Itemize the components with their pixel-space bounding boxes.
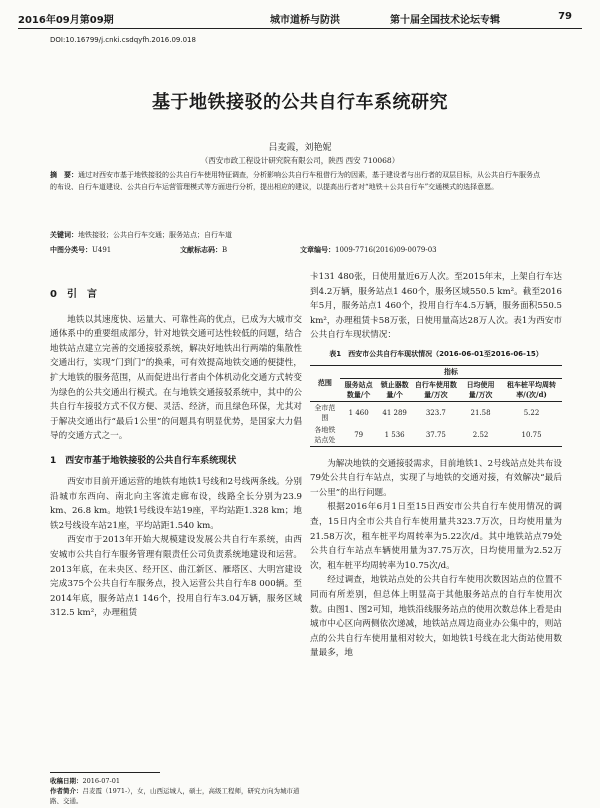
abstract-label: 摘 要： — [50, 171, 78, 179]
table-header: 锁止器数量/个 — [378, 378, 412, 401]
right-paragraph-2: 为解决地铁的交通接驳需求，目前地铁1、2号线站点处共布设79处公共自行车站点，实现了与地铁的交通对接，有效解决“最后一公里”的出行问题。 — [310, 458, 562, 498]
abstract-text: 通过对西安市基于地铁接驳的公共自行车使用特征调查，分析影响公共自行车租借行为的因素，基于建设者与出行者的双层目标，从公共自行车服务点的布设、自行车道建设、公共自行车运营管理模式等方面进行分析，提出相应的建议，以提高出行者对“地铁＋公共自行车”交通模式的选择意愿。 — [50, 171, 540, 191]
table-header: 日均使用量/万次 — [460, 378, 501, 401]
table-row — [310, 401, 562, 424]
table-header: 自行车使用数量/万次 — [412, 378, 460, 401]
author-bio: 作者简介：吕麦霞（1971-），女，山西运城人，硕士，高级工程师，研究方向为城市道路、交通。 — [50, 787, 300, 805]
received-date: 收稿日期：2016-07-01 — [50, 777, 120, 785]
table-cell: 323.7 — [425, 408, 446, 417]
table-cell: 1 536 — [378, 424, 412, 447]
keywords-text: 地铁接驳；公共自行车交通；服务站点；自行车道 — [78, 231, 232, 239]
table-header-scope: 范围 — [310, 365, 340, 401]
footnote — [50, 776, 305, 806]
table-cell: 全市范围 — [314, 403, 336, 422]
affiliation: （西安市政工程设计研究院有限公司，陕西 西安 710068） — [200, 156, 400, 165]
special-issue: 第十届全国技术论坛专辑 — [390, 15, 500, 26]
table-group-label: 指标 — [340, 365, 562, 378]
data-table — [310, 365, 562, 447]
abstract — [50, 170, 546, 193]
section-1-paragraph-2: 西安市于2013年开始大规模建设发展公共自行车系统，由西安城市公共自行车服务管理有限责任公司负责系统地建设和运营。2013年底，在未央区、经开区、曲江新区、雁塔区、大明宫建设完成375个公共自行车服务点，投入运营公共自行车8 000辆。至2014年底，服务站点1 146个，投用自行车3.04万辆，服务区域312.5 km²，办理租赁 — [50, 535, 302, 619]
keywords-label: 关键词： — [50, 230, 78, 239]
table-cell: 2.52 — [460, 424, 501, 447]
authors: 吕麦霞，刘艳妮 — [268, 143, 332, 153]
table-cell: 41 289 — [382, 408, 407, 417]
section-1-heading: 1 西安市基于地铁接驳的公共自行车系统现状 — [50, 455, 237, 466]
table-cell: 10.75 — [501, 424, 562, 447]
page-number: 79 — [558, 11, 572, 22]
table-cell: 21.58 — [470, 408, 491, 417]
table-cell: 各地铁站点处 — [310, 424, 340, 447]
doi: DOI:10.16799/j.cnki.csdqyfh.2016.09.018 — [50, 36, 196, 44]
paper-title: 基于地铁接驳的公共自行车系统研究 — [152, 92, 448, 113]
issue-info: 2016年09月第09期 — [18, 15, 114, 26]
document-code: 文献标志码：B — [180, 246, 228, 254]
table-header: 服务站点数量/个 — [340, 378, 378, 401]
table-header: 租车桩平均周转率/(次/d) — [501, 378, 562, 401]
right-paragraph-4: 经过调查，地铁站点处的公共自行车使用次数因站点的位置不同而有所差别，但总体上明显高于其他服务站点的自行车使用次数。由图1、图2可知，地铁沿线服务站点的使用次数总体上看是由城市中心区向两侧依次递减，地铁站点周边商业办公集中的，则站点的公共自行车使用量相对较大，如地铁1号线在北大街站使用数量最多，地 — [310, 575, 562, 659]
table-row — [310, 424, 562, 447]
table-cell: 79 — [340, 424, 378, 447]
article-number: 文章编号：1009-7716(2016)09-0079-03 — [300, 246, 437, 254]
journal-name: 城市道桥与防洪 — [270, 15, 340, 26]
footnote-rule — [50, 772, 160, 773]
clc-number: 中图分类号：U491 — [50, 246, 112, 254]
intro-paragraph: 地铁以其速度快、运量大、可靠性高的优点，已成为大城市交通体系中的重要组成部分，针对地铁交通可达性较低的问题，结合地铁站点建立完善的交通接驳系统，解决好地铁出行两端的集散性交通出行，实现“门到门”的换乘，可有效提高地铁交通的便捷性，扩大地铁的服务范围，从而促进出行者由个体机动化交通方式转变为绿色的公共交通出行模式。在与地铁交通接驳系统中，其中的公共自行车接驳方式不仅方便、灵活、经济，而且绿色环保，尤其对于解决交通出行“最后1公里”的问题具有明显优势，是国家大力倡导的交通方式之一。 — [50, 314, 302, 442]
section-1-paragraph-1: 西安市目前开通运营的地铁有地铁1号线和2号线两条线。分别沿城市东西向、南北向主客流走廊布设，线路全长分别为23.9 km、26.8 km。地铁1号线设车站19座，平均站距1.328 km；地铁2号线设车站21座，平均站距1.540 km。 — [50, 476, 302, 531]
right-paragraph-3: 根据2016年6月1日至15日西安市公共自行车使用情况的调查，15日内全市公共自行车使用量共323.7万次，日均使用量为21.58万次，租车桩平均周转率为5.22次/d。其中地铁站点79处公共自行车站点车辆使用量为37.75万次，日均使用量为2.52万次，租车桩平均周转率为10.75次/d。 — [310, 502, 562, 571]
right-paragraph-1: 卡131 480张，日使用量近6万人次。至2015年末，上架自行车达到4.2万辆，服务站点1 460个，服务区域550.5 km²。截至2016年5月，服务站点1 460个，投用自行车4.5万辆，服务面积550.5 km²，办理租赁卡58万张，日使用量高达28万人次。表1为西安市公共自行车现状情况： — [310, 272, 562, 341]
table-caption: 表1 西安市公共自行车现状情况（2016-06-01至2016-06-15） — [329, 349, 543, 358]
running-header — [18, 8, 582, 26]
table-cell: 1 460 — [348, 408, 369, 417]
table-cell: 5.22 — [523, 408, 540, 417]
keywords — [50, 230, 546, 240]
left-column — [50, 278, 302, 621]
header-rule — [18, 28, 582, 29]
table-cell: 37.75 — [412, 424, 460, 447]
intro-heading: 0 引 言 — [50, 289, 97, 300]
right-column — [310, 270, 562, 661]
